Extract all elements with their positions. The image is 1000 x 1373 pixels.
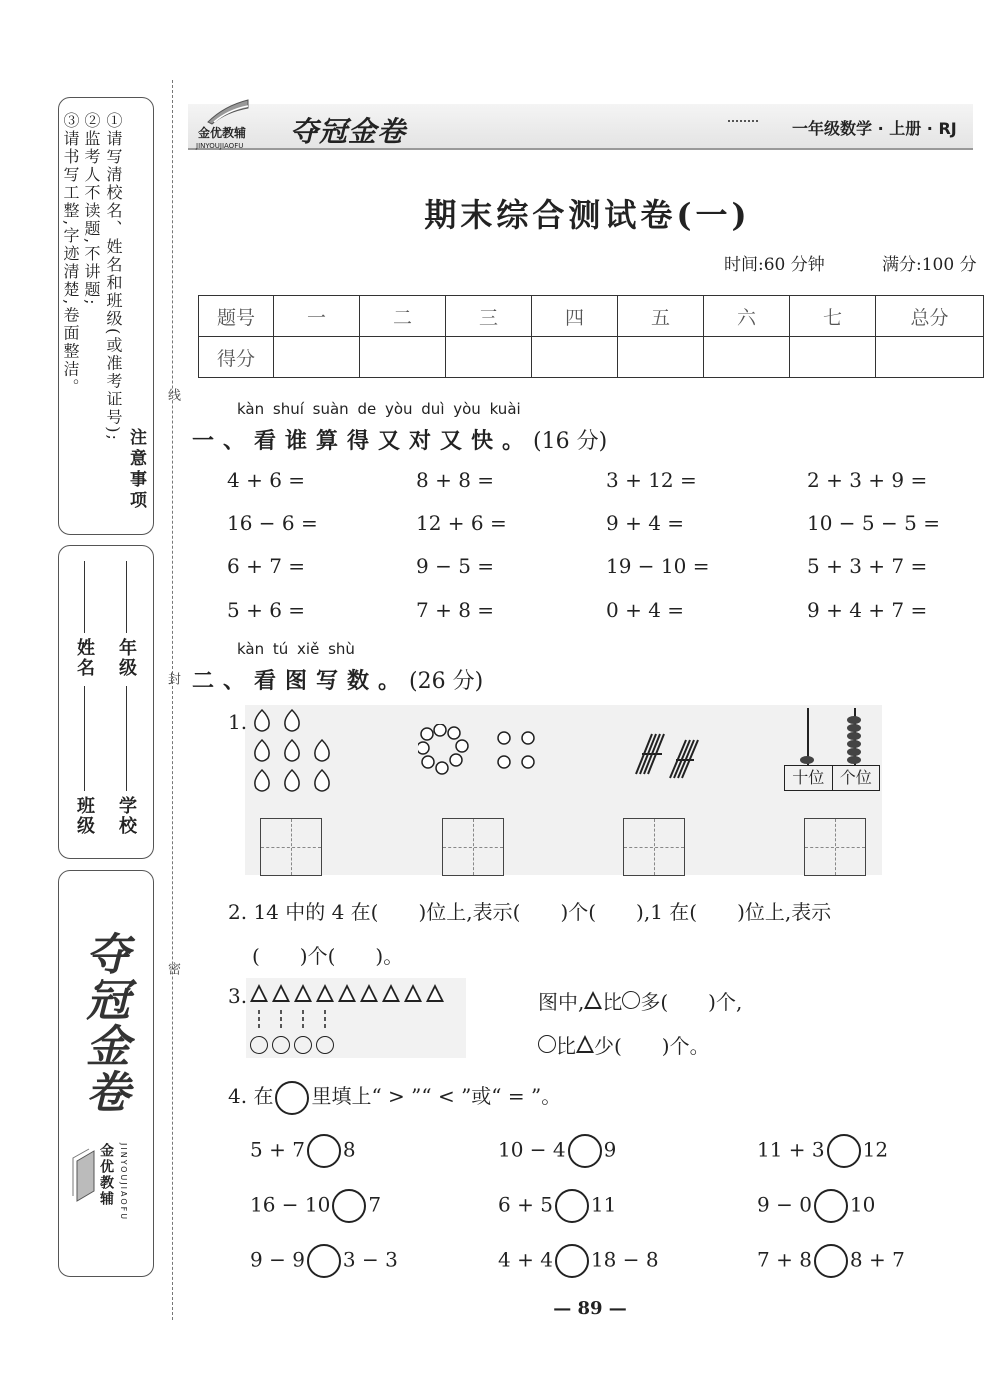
compare-left: 7 + 8: [757, 1247, 812, 1272]
q3-line-1: [538, 986, 742, 1015]
compare-left: 5 + 7: [250, 1137, 305, 1162]
page-number: — 89 —: [553, 1298, 627, 1319]
field-class-label: 班级: [74, 796, 95, 836]
compare-left: 16 − 10: [250, 1192, 331, 1217]
calc-item: 7 + 8 =: [416, 598, 495, 622]
side-publisher-en: JINYOUJIAOFU: [119, 1143, 128, 1222]
triangle-icon: [404, 984, 422, 1002]
section1-points: (16 分): [533, 429, 608, 454]
q1-number: 1.: [228, 710, 248, 734]
header-publisher: 金优教辅: [198, 126, 247, 140]
triangle-icon: [272, 984, 290, 1002]
compare-answer-circle[interactable]: [332, 1189, 366, 1223]
notice-heading: 注意事项: [126, 428, 146, 512]
compare-left: 10 − 4: [498, 1137, 566, 1162]
circles-group-icon: [418, 724, 542, 778]
compare-right: 12: [862, 1137, 889, 1162]
q4-prompt-a: 4. 在: [228, 1084, 274, 1108]
triangle-icon: [316, 984, 334, 1002]
triangle-icon: [338, 984, 356, 1002]
section2-pinyin: kàn tú xiě shù: [237, 640, 355, 658]
field-grade-line[interactable]: [126, 561, 127, 633]
q3-line1-a: 图中,: [538, 990, 585, 1014]
score-header-cell: 六: [704, 296, 790, 337]
compare-right: 9: [603, 1137, 617, 1162]
compare-item: [498, 1134, 616, 1168]
triangle-icon: [294, 984, 312, 1002]
calc-item: 0 + 4 =: [606, 598, 685, 622]
score-cell[interactable]: [618, 337, 704, 378]
section2-title-text: 二、看图写数。: [192, 668, 410, 694]
compare-left: 9 − 0: [757, 1192, 812, 1217]
cut-mark-mi: 密: [165, 962, 180, 975]
compare-left: 4 + 4: [498, 1247, 553, 1272]
compare-item: [498, 1189, 616, 1223]
calc-item: 2 + 3 + 9 =: [807, 468, 928, 492]
abacus: [784, 708, 880, 790]
score-table-header-row: [199, 296, 984, 337]
compare-answer-circle[interactable]: [568, 1134, 602, 1168]
triangle-icon: [250, 984, 268, 1002]
score-cell[interactable]: [446, 337, 532, 378]
calc-item: 12 + 6 =: [416, 511, 507, 535]
score-header-cell: 二: [360, 296, 446, 337]
answer-box[interactable]: [260, 818, 322, 876]
q3-circles: [250, 1036, 338, 1058]
triangle-icon: [426, 984, 444, 1002]
compare-answer-circle[interactable]: [814, 1189, 848, 1223]
calc-item: 4 + 6 =: [227, 468, 306, 492]
compare-answer-circle[interactable]: [827, 1134, 861, 1168]
compare-item: [250, 1189, 381, 1223]
compare-answer-circle[interactable]: [555, 1244, 589, 1278]
field-school-line[interactable]: [126, 686, 127, 791]
answer-box[interactable]: [442, 818, 504, 876]
calc-item: 5 + 6 =: [227, 598, 306, 622]
calc-item: 8 + 8 =: [416, 468, 495, 492]
score-cell[interactable]: [704, 337, 790, 378]
section1-title: [192, 424, 607, 455]
calc-item: 9 + 4 =: [606, 511, 685, 535]
calc-item: 16 − 6 =: [227, 511, 318, 535]
score-header-cell: 题号: [199, 296, 274, 337]
compare-right: 3 − 3: [342, 1247, 398, 1272]
abacus-bead: [847, 740, 861, 748]
abacus-label-ones: 个位: [839, 768, 872, 787]
compare-item: [757, 1244, 905, 1278]
field-name-line[interactable]: [84, 561, 85, 633]
score-table-score-row: [199, 337, 984, 378]
score-cell[interactable]: [360, 337, 446, 378]
calc-item: 6 + 7 =: [227, 554, 306, 578]
score-cell[interactable]: [274, 337, 360, 378]
circle-icon: [622, 991, 640, 1009]
triangle-icon: [576, 1035, 594, 1053]
notice-line-2: ②监考人不读题,不讲题;: [82, 112, 101, 307]
score-header-cell: 总分: [876, 296, 984, 337]
compare-item: [498, 1244, 659, 1278]
triangle-icon: [584, 991, 602, 1009]
compare-right: 8 + 7: [849, 1247, 905, 1272]
compare-item: [757, 1134, 888, 1168]
exam-title: 期末综合测试卷(一): [424, 196, 751, 234]
field-grade-label: 年级: [116, 638, 137, 678]
q3-number: 3.: [228, 984, 248, 1008]
triangle-icon: [360, 984, 378, 1002]
circle-icon: [272, 1036, 290, 1054]
score-cell[interactable]: [790, 337, 876, 378]
q2-line-1: 2. 14 中的 4 在( )位上,表示( )个( ),1 在( )位上,表示: [228, 900, 832, 924]
cut-mark-feng: 封: [165, 672, 180, 685]
answer-box[interactable]: [804, 818, 866, 876]
abacus-base: [784, 765, 880, 791]
sticks-bundles-icon: [630, 730, 704, 780]
exam-time: 时间:60 分钟: [724, 255, 825, 275]
section2-title: [192, 664, 483, 695]
q4-prompt-b: 里填上“ > ”“ < ”或“ = ”。: [311, 1084, 562, 1108]
header-dots: [728, 120, 758, 128]
field-class-line[interactable]: [84, 686, 85, 791]
score-header-cell: 七: [790, 296, 876, 337]
score-header-cell: 五: [618, 296, 704, 337]
abacus-bead: [847, 724, 861, 732]
notice-box: [58, 97, 154, 535]
compare-item: [757, 1189, 875, 1223]
answer-box[interactable]: [623, 818, 685, 876]
notice-line-3: ③请书写工整,字迹清楚,卷面整洁。: [61, 112, 80, 397]
notice-line-1: ①请写清校名、姓名和班级(或准考证号);: [104, 112, 123, 442]
score-cell[interactable]: [532, 337, 618, 378]
calc-item: 9 + 4 + 7 =: [807, 598, 928, 622]
header-grade: 一年级数学 · 上册 · RJ: [792, 119, 957, 138]
q2-line-2: ( )个( )。: [252, 944, 404, 968]
side-publisher-logo: 金优教辅: [98, 1143, 114, 1207]
brand-vertical-logo: 夺冠金卷: [78, 931, 129, 1115]
abacus-bead: [847, 748, 861, 756]
q3-triangles: [250, 984, 448, 1006]
header-publisher-en: JINYOUJIAOFU: [196, 142, 244, 150]
q3-line-2: [538, 1030, 710, 1059]
q3-line2-b: 比: [556, 1034, 576, 1058]
section1-pinyin: kàn shuí suàn de yòu duì yòu kuài: [237, 400, 521, 418]
calc-item: 5 + 3 + 7 =: [807, 554, 928, 578]
section1-title-text: 一、看谁算得又对又快。: [192, 428, 534, 454]
circle-icon: [294, 1036, 312, 1054]
score-table: [198, 295, 984, 378]
score-header-cell: 四: [532, 296, 618, 337]
score-header-cell: 一: [274, 296, 360, 337]
compare-left: 9 − 9: [250, 1247, 305, 1272]
circle-icon: [538, 1035, 556, 1053]
compare-answer-circle[interactable]: [307, 1244, 341, 1278]
binding-cut-line: [172, 80, 173, 1320]
triangle-icon: [382, 984, 400, 1002]
compare-right: 11: [590, 1192, 617, 1217]
field-school-label: 学校: [116, 796, 137, 836]
circle-icon: [316, 1036, 334, 1054]
q3-line1-b: 比: [602, 990, 623, 1014]
compare-right: 10: [849, 1192, 876, 1217]
q3-line2-c: 少( )个。: [594, 1034, 710, 1058]
score-header-cell: 三: [446, 296, 532, 337]
compare-right: 18 − 8: [590, 1247, 659, 1272]
compare-right: 7: [368, 1192, 382, 1217]
compare-right: 8: [342, 1137, 356, 1162]
abacus-bead: [800, 756, 814, 764]
abacus-bead: [847, 716, 861, 724]
calc-item: 19 − 10 =: [606, 554, 710, 578]
cut-mark-xian: 线: [165, 388, 180, 401]
compare-left: 11 + 3: [757, 1137, 825, 1162]
header-brand-logo: 夺冠金卷: [290, 115, 407, 148]
compare-answer-circle[interactable]: [307, 1134, 341, 1168]
abacus-bead: [847, 756, 861, 764]
q3-match-lines: [250, 1008, 350, 1032]
peaches-icon: [248, 708, 340, 796]
q4-prompt: [228, 1080, 561, 1115]
calc-item: 9 − 5 =: [416, 554, 495, 578]
circle-icon: [250, 1036, 268, 1054]
compare-item: [250, 1244, 398, 1278]
score-row-label: 得分: [199, 337, 274, 378]
compare-left: 6 + 5: [498, 1192, 553, 1217]
q3-line1-c: 多( )个,: [640, 990, 743, 1014]
side-book-icon: [69, 1146, 99, 1206]
exam-full-score: 满分:100 分: [882, 255, 977, 275]
calc-item: 10 − 5 − 5 =: [807, 511, 940, 535]
calc-item: 3 + 12 =: [606, 468, 697, 492]
student-info-box: [58, 545, 154, 859]
publisher-book-icon: [204, 96, 252, 126]
compare-circle-icon: [275, 1081, 309, 1115]
field-name-label: 姓名: [74, 638, 95, 678]
compare-answer-circle[interactable]: [555, 1189, 589, 1223]
abacus-bead: [847, 732, 861, 740]
score-cell[interactable]: [876, 337, 984, 378]
abacus-label-tens: 十位: [785, 766, 833, 790]
section2-points: (26 分): [409, 669, 484, 694]
compare-answer-circle[interactable]: [814, 1244, 848, 1278]
compare-item: [250, 1134, 356, 1168]
brand-box: [58, 870, 154, 1277]
